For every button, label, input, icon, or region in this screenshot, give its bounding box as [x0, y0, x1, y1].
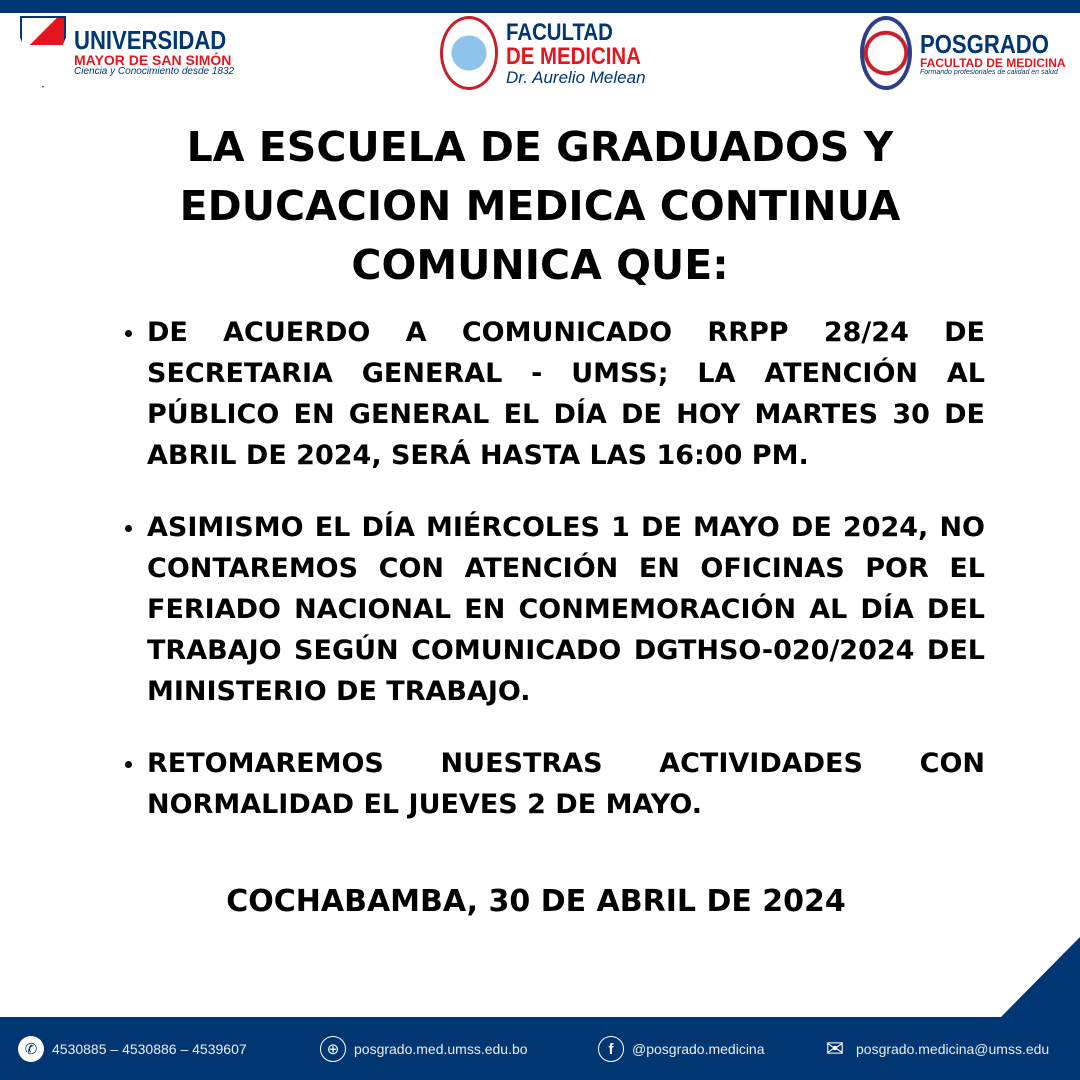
logo-text: Dr. Aurelio Melean	[506, 67, 646, 87]
logo-text: POSGRADO	[920, 28, 1049, 59]
list-item: DE ACUERDO A COMUNICADO RRPP 28/24 DE SECRETARIA GENERAL - UMSS; LA ATENCIÓN AL PÚBLICO EN GENERAL EL DÍA DE HOY MARTES 30 DE ABRIL DE 2024, SERÁ HASTA LAS 16:00 PM.	[120, 312, 985, 476]
announcement-list	[120, 312, 985, 856]
globe-icon: ⊕	[320, 1036, 346, 1062]
title-line: EDUCACION MEDICA CONTINUA	[179, 182, 901, 230]
email-link[interactable]: posgrado.medicina@umss.edu	[856, 1041, 1050, 1057]
posgrado-logo	[860, 16, 1072, 90]
mail-icon: ✉	[825, 1036, 845, 1061]
posgrado-seal-icon	[860, 16, 912, 90]
facebook-link[interactable]: @posgrado.medicina	[632, 1041, 765, 1057]
phone-text: 4530885 – 4530886 – 4539607	[52, 1041, 247, 1057]
facultad-logo	[440, 16, 665, 90]
logo-text: Formando profesionales de calidad en salud	[920, 68, 1058, 76]
list-item: RETOMAREMOS NUESTRAS ACTIVIDADES CON NORMALIDAD EL JUEVES 2 DE MAYO.	[120, 743, 985, 825]
footer	[0, 1017, 1080, 1080]
website-link[interactable]: posgrado.med.umss.edu.bo	[354, 1041, 528, 1057]
logo-text: FACULTAD	[506, 18, 613, 46]
footer-facebook[interactable]	[598, 1036, 765, 1062]
logo-text: UNIVERSIDAD	[74, 25, 227, 55]
title-line: COMUNICA QUE:	[351, 241, 729, 289]
footer-phone	[18, 1036, 247, 1062]
corner-decoration	[1000, 937, 1080, 1018]
footer-web[interactable]	[320, 1036, 528, 1062]
page-title	[60, 118, 1020, 295]
logo-text: DE MEDICINA	[506, 42, 641, 70]
umss-shield-icon	[20, 16, 66, 88]
logo-text: FACULTAD DE MEDICINA	[920, 55, 1066, 70]
facultad-seal-icon	[440, 16, 498, 90]
footer-email[interactable]	[822, 1036, 1049, 1062]
phone-icon: ✆	[18, 1036, 44, 1062]
logo-text: Ciencia y Conocimiento desde 1832	[74, 66, 235, 77]
umss-logo	[20, 16, 253, 88]
logo-text: MAYOR DE SAN SIMÓN	[74, 52, 232, 68]
title-line: LA ESCUELA DE GRADUADOS Y	[186, 123, 894, 171]
facebook-icon: f	[598, 1036, 624, 1062]
top-bar	[0, 0, 1080, 13]
list-item: ASIMISMO EL DÍA MIÉRCOLES 1 DE MAYO DE 2024, NO CONTAREMOS CON ATENCIÓN EN OFICINAS POR EL FERIADO NACIONAL EN CONMEMORACIÓN AL DÍA DEL TRABAJO SEGÚN COMUNICADO DGTHSO-020/2024 DEL MINISTERIO DE TRABAJO.	[120, 507, 985, 712]
date-line: COCHABAMBA, 30 DE ABRIL DE 2024	[226, 884, 846, 919]
